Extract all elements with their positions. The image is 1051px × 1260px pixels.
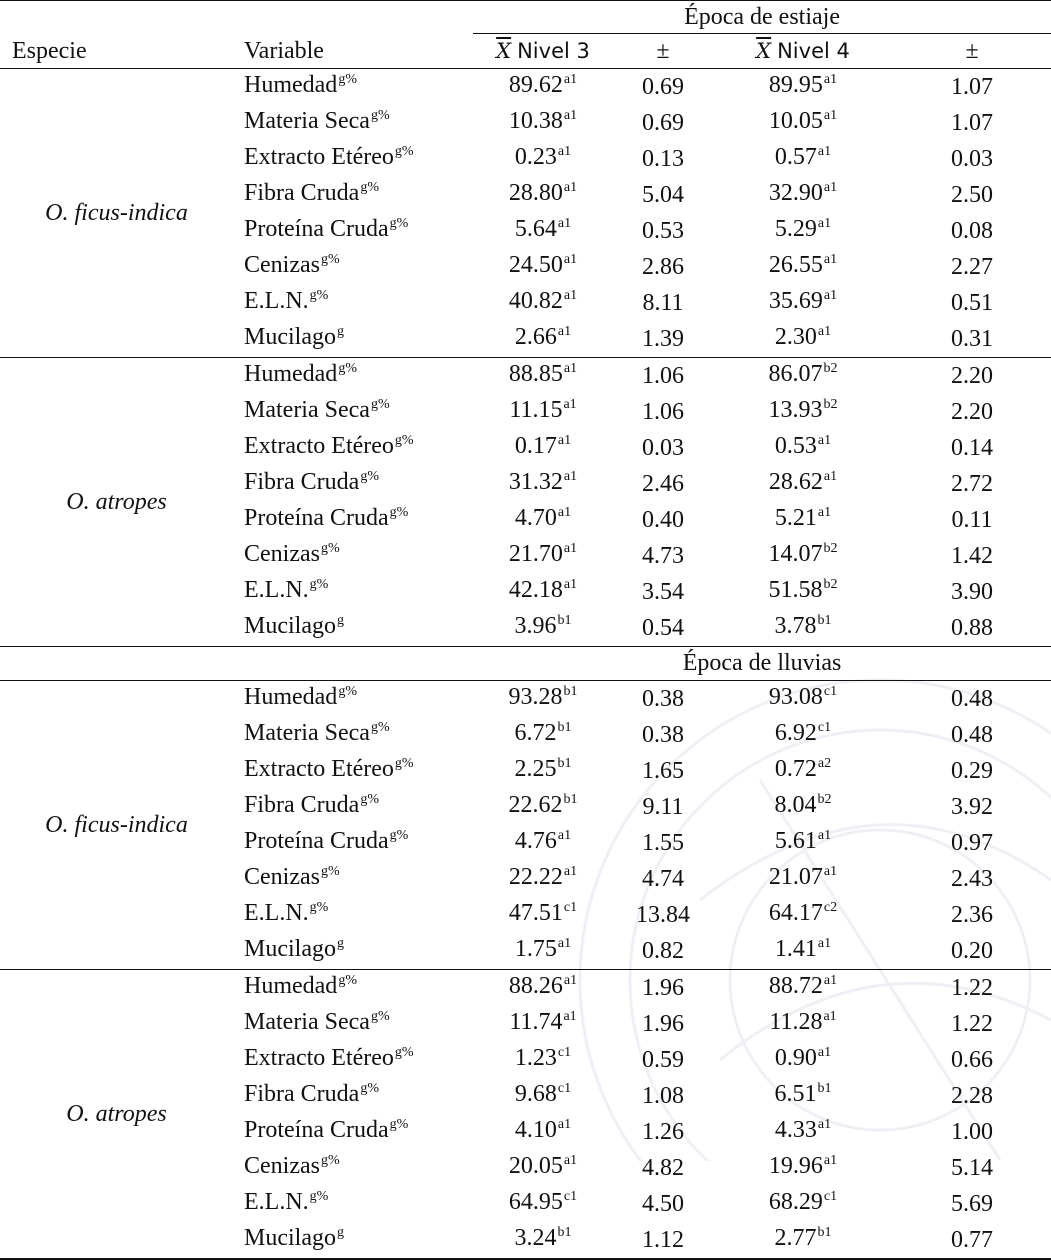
variable-name: Humedad$^{g\%}$	[244, 973, 357, 999]
superscript: a1	[557, 828, 572, 843]
sd-header-4: ±	[893, 34, 1051, 69]
superscript: g	[336, 1225, 344, 1240]
sd-level3: 4.50	[642, 1190, 684, 1217]
mean-level3-header: $\overline{X}$ Nivel 3	[473, 34, 613, 69]
superscript: a1	[823, 72, 838, 87]
mean-level4: $19.96^{a1}$	[768, 1153, 838, 1179]
species-name: O. ficus-indica	[0, 681, 233, 970]
sd-level3: 0.13	[642, 145, 684, 172]
mean-level3: $31.32^{a1}$	[508, 469, 578, 495]
superscript: a1	[823, 864, 838, 879]
superscript: c1	[823, 1189, 838, 1204]
sd-level3: 1.26	[642, 1118, 684, 1145]
superscript: b2	[823, 397, 838, 412]
mean-level4: $0.57^{a1}$	[774, 144, 832, 170]
season-dry-label: Época de estiaje	[473, 1, 1051, 34]
superscript: a1	[817, 144, 832, 159]
superscript: g%	[370, 720, 390, 735]
superscript: b1	[817, 613, 832, 628]
mean-level3: $24.50^{a1}$	[508, 252, 578, 278]
sd-level3: 1.06	[642, 398, 684, 425]
superscript: b1	[817, 1225, 832, 1240]
mean-level3: $2.25^{b1}$	[514, 756, 572, 782]
header-row-season-wet	[0, 647, 1051, 681]
header-row-season	[0, 1, 1051, 34]
superscript: a1	[557, 936, 572, 951]
superscript: g%	[309, 577, 329, 592]
mean-level4: $13.93^{b2}$	[768, 397, 838, 423]
sd-level3: 0.82	[613, 933, 713, 970]
superscript: g%	[394, 144, 414, 159]
superscript: g	[336, 936, 344, 951]
variable-name: Humedad$^{g\%}$	[244, 361, 357, 387]
sd-level4: 2.36	[951, 901, 994, 928]
superscript: b1	[557, 756, 572, 771]
superscript: g%	[320, 864, 340, 879]
variable-name: Materia Seca$^{g\%}$	[244, 1009, 390, 1035]
superscript: a1	[823, 1153, 838, 1168]
mean-level4: $4.33^{a1}$	[774, 1117, 832, 1143]
superscript: a1	[557, 433, 572, 448]
superscript: g%	[394, 756, 414, 771]
superscript: c2	[823, 900, 838, 915]
season-wet-label: Época de lluvias	[473, 647, 1051, 681]
variable-name: Extracto Etéreo$^{g\%}$	[244, 144, 414, 170]
table-row	[0, 358, 1051, 395]
mean-level4-header: $\overline{X}$ Nivel 4	[713, 34, 893, 69]
superscript: g%	[389, 216, 409, 231]
table-row	[0, 681, 1051, 718]
sd-level4: 0.88	[893, 610, 1051, 647]
sd-level3: 8.11	[642, 289, 684, 316]
sd-level3: 0.38	[642, 721, 684, 748]
superscript: g%	[370, 397, 390, 412]
mean-level3: $3.96^{b1}$	[473, 610, 613, 647]
sd-level4: 0.51	[951, 289, 994, 316]
sd-level4: 0.08	[951, 217, 994, 244]
variable-name: Proteína Cruda$^{g\%}$	[244, 828, 409, 854]
sd-level4: 0.03	[951, 145, 994, 172]
superscript: a2	[817, 756, 832, 771]
superscript: b1	[817, 1081, 832, 1096]
superscript: b2	[817, 792, 832, 807]
superscript: g%	[389, 1117, 409, 1132]
variable-name: Extracto Etéreo$^{g\%}$	[244, 756, 414, 782]
sd-level3: 0.53	[642, 217, 684, 244]
variable-name: Proteína Cruda$^{g\%}$	[244, 216, 409, 242]
sd-level4: 2.20	[951, 362, 994, 389]
superscript: g%	[389, 505, 409, 520]
superscript: b1	[563, 792, 578, 807]
mean-level3: $2.66^{a1}$	[473, 321, 613, 358]
species-name: O. atropes	[0, 970, 233, 1260]
mean-level4: $86.07^{b2}$	[768, 361, 838, 387]
sd-level4: 1.07	[951, 73, 994, 100]
mean-level4: $68.29^{c1}$	[768, 1189, 838, 1215]
mean-level3: $47.51^{c1}$	[508, 900, 578, 926]
mean-level3: $9.68^{c1}$	[514, 1081, 572, 1107]
variable-name: E.L.N.$^{g\%}$	[244, 1189, 329, 1215]
sd-level4: 0.20	[893, 933, 1051, 970]
sd-level3: 3.54	[642, 578, 684, 605]
sd-level3: 0.03	[642, 434, 684, 461]
variable-name: Materia Seca$^{g\%}$	[244, 108, 390, 134]
superscript: b2	[823, 361, 838, 376]
mean-level3: $22.62^{b1}$	[508, 792, 578, 818]
superscript: g%	[309, 1189, 329, 1204]
superscript: a1	[823, 108, 838, 123]
sd-level4: 0.48	[951, 685, 994, 712]
mean-level4: $5.61^{a1}$	[774, 828, 832, 854]
superscript: a1	[563, 577, 578, 592]
variable-name: Mucilago$^g$	[233, 933, 473, 970]
mean-level4: $88.72^{a1}$	[768, 973, 838, 999]
superscript: c1	[823, 684, 838, 699]
mean-level3: $0.23^{a1}$	[514, 144, 572, 170]
superscript: a1	[817, 1117, 832, 1132]
mean-level4: $6.92^{c1}$	[774, 720, 832, 746]
mean-level4: $35.69^{a1}$	[768, 288, 838, 314]
mean-level3: $4.76^{a1}$	[514, 828, 572, 854]
mean-level4: $0.90^{a1}$	[774, 1045, 832, 1071]
table-row	[0, 970, 1051, 1007]
sd-level3: 5.04	[642, 181, 684, 208]
superscript: a1	[563, 72, 578, 87]
mean-level4: $21.07^{a1}$	[768, 864, 838, 890]
sd-level4: 1.07	[951, 109, 994, 136]
superscript: a1	[823, 288, 838, 303]
superscript: a1	[557, 505, 572, 520]
superscript: g%	[360, 469, 379, 484]
superscript: g%	[394, 1045, 414, 1060]
superscript: g%	[338, 684, 357, 699]
sd-level3: 0.69	[642, 109, 684, 136]
mean-level4: $14.07^{b2}$	[768, 541, 838, 567]
superscript: a1	[563, 108, 578, 123]
sd-level3: 4.74	[642, 865, 684, 892]
sd-level3: 1.12	[613, 1222, 713, 1259]
mean-level4: $89.95^{a1}$	[768, 72, 838, 98]
mean-level3: $3.24^{b1}$	[473, 1222, 613, 1259]
superscript: a1	[823, 973, 838, 988]
superscript: g%	[360, 180, 379, 195]
sd-level4: 2.20	[951, 398, 994, 425]
mean-level4: $0.53^{a1}$	[774, 433, 832, 459]
mean-level3: $1.75^{a1}$	[473, 933, 613, 970]
mean-level4: $64.17^{c2}$	[768, 900, 838, 926]
variable-name: Mucilago$^g$	[233, 610, 473, 647]
mean-level4: $10.05^{a1}$	[768, 108, 838, 134]
superscript: a1	[817, 433, 832, 448]
sd-level3: 0.38	[642, 685, 684, 712]
mean-level4: $8.04^{b2}$	[774, 792, 832, 818]
superscript: g%	[338, 361, 357, 376]
mean-level3: $93.28^{b1}$	[508, 684, 578, 710]
mean-level4: $93.08^{c1}$	[768, 684, 838, 710]
superscript: g%	[360, 1081, 379, 1096]
variable-name: E.L.N.$^{g\%}$	[244, 288, 329, 314]
sd-level3: 2.46	[642, 470, 684, 497]
xbar-symbol: $\overline{X}$	[496, 39, 512, 63]
sd-level4: 3.92	[951, 793, 994, 820]
variable-name: Mucilago$^g$	[233, 1222, 473, 1259]
superscript: a1	[817, 1045, 832, 1060]
superscript: b2	[823, 541, 838, 556]
mean-level3: $88.85^{a1}$	[508, 361, 578, 387]
superscript: a1	[817, 828, 832, 843]
mean-level3: $21.70^{a1}$	[508, 541, 578, 567]
mean-level4: $2.30^{a1}$	[713, 321, 893, 358]
species-name: O. ficus-indica	[0, 69, 233, 358]
species-name: O. atropes	[0, 358, 233, 647]
superscript: a1	[823, 252, 838, 267]
variable-name: Extracto Etéreo$^{g\%}$	[244, 1045, 414, 1071]
sd-level3: 1.96	[642, 974, 684, 1001]
superscript: c1	[557, 1081, 572, 1096]
mean-level3: $89.62^{a1}$	[508, 72, 578, 98]
superscript: b1	[557, 1225, 572, 1240]
variable-name: Proteína Cruda$^{g\%}$	[244, 505, 409, 531]
sd-level4: 5.69	[951, 1190, 994, 1217]
sd-level3: 4.73	[642, 542, 684, 569]
superscript: a1	[563, 469, 578, 484]
sd-header-3: ±	[613, 34, 713, 69]
sd-level3: 1.65	[642, 757, 684, 784]
variable-name: Fibra Cruda$^{g\%}$	[244, 1081, 379, 1107]
header-row-columns	[0, 34, 1051, 69]
superscript: a1	[563, 973, 578, 988]
superscript: a1	[563, 864, 578, 879]
variable-name: Cenizas$^{g\%}$	[244, 864, 340, 890]
superscript: g%	[338, 973, 357, 988]
superscript: a1	[563, 252, 578, 267]
variable-name: Materia Seca$^{g\%}$	[244, 397, 390, 423]
superscript: a1	[563, 1153, 578, 1168]
sd-level3: 2.86	[642, 253, 684, 280]
sd-level4: 2.50	[951, 181, 994, 208]
variable-name: Humedad$^{g\%}$	[244, 72, 357, 98]
sd-level4: 1.42	[951, 542, 994, 569]
mean-level4: $28.62^{a1}$	[768, 469, 838, 495]
sd-level3: 9.11	[642, 793, 684, 820]
variable-name: E.L.N.$^{g\%}$	[244, 577, 329, 603]
mean-level3: $40.82^{a1}$	[508, 288, 578, 314]
sd-level4: 2.27	[951, 253, 994, 280]
sd-level4: 0.29	[951, 757, 994, 784]
superscript: a1	[823, 180, 838, 195]
superscript: c1	[817, 720, 832, 735]
mean-level3: $4.10^{a1}$	[514, 1117, 572, 1143]
sd-level3: 1.96	[642, 1010, 684, 1037]
superscript: a1	[823, 469, 838, 484]
mean-level3: $28.80^{a1}$	[508, 180, 578, 206]
sd-level4: 0.31	[893, 321, 1051, 358]
sd-level4: 0.66	[951, 1046, 994, 1073]
sd-level4: 2.43	[951, 865, 994, 892]
mean-level4: $32.90^{a1}$	[768, 180, 838, 206]
mean-level4: $1.41^{a1}$	[713, 933, 893, 970]
superscript: a1	[557, 144, 572, 159]
mean-level3: $1.23^{c1}$	[514, 1045, 572, 1071]
superscript: a1	[817, 936, 832, 951]
superscript: g%	[370, 1009, 390, 1024]
sd-level3: 0.59	[642, 1046, 684, 1073]
variable-name: Extracto Etéreo$^{g\%}$	[244, 433, 414, 459]
superscript: g%	[320, 252, 340, 267]
sd-level4: 1.00	[951, 1118, 994, 1145]
variable-name: Fibra Cruda$^{g\%}$	[244, 180, 379, 206]
variable-name: Fibra Cruda$^{g\%}$	[244, 792, 379, 818]
superscript: g%	[389, 828, 409, 843]
superscript: a1	[817, 324, 832, 339]
superscript: g	[336, 613, 344, 628]
sd-level3: 13.84	[636, 901, 690, 928]
mean-level3: $42.18^{a1}$	[508, 577, 578, 603]
superscript: a1	[563, 541, 578, 556]
mean-level4: $6.51^{b1}$	[774, 1081, 832, 1107]
variable-name: Cenizas$^{g\%}$	[244, 541, 340, 567]
superscript: b1	[563, 684, 578, 699]
species-header: Especie	[0, 34, 233, 69]
sd-level4: 0.48	[951, 721, 994, 748]
variable-name: E.L.N.$^{g\%}$	[244, 900, 329, 926]
mean-level3: $4.70^{a1}$	[514, 505, 572, 531]
superscript: a1	[563, 361, 578, 376]
mean-level4: $2.77^{b1}$	[713, 1222, 893, 1259]
mean-level4: $3.78^{b1}$	[713, 610, 893, 647]
sd-level3: 1.06	[642, 362, 684, 389]
mean-level3: $22.22^{a1}$	[508, 864, 578, 890]
superscript: g%	[394, 433, 414, 448]
sd-level3: 0.69	[642, 73, 684, 100]
sd-level3: 1.55	[642, 829, 684, 856]
mean-level3: $20.05^{a1}$	[508, 1153, 578, 1179]
variable-name: Cenizas$^{g\%}$	[244, 252, 340, 278]
sd-level4: 5.14	[951, 1154, 994, 1181]
mean-level4: $5.21^{a1}$	[774, 505, 832, 531]
mean-level3: $11.74^{a1}$	[509, 1009, 577, 1035]
variable-name: Fibra Cruda$^{g\%}$	[244, 469, 379, 495]
sd-level3: 0.40	[642, 506, 684, 533]
mean-level4: $0.72^{a2}$	[774, 756, 832, 782]
mean-level3: $88.26^{a1}$	[508, 973, 578, 999]
variable-header: Variable	[233, 34, 473, 69]
mean-level4: $26.55^{a1}$	[768, 252, 838, 278]
superscript: a1	[823, 1009, 837, 1024]
sd-level4: 1.22	[951, 1010, 994, 1037]
superscript: c1	[563, 900, 578, 915]
superscript: a1	[817, 216, 832, 231]
superscript: g%	[309, 288, 329, 303]
variable-name: Mucilago$^g$	[233, 321, 473, 358]
mean-level4: $51.58^{b2}$	[768, 577, 838, 603]
sd-level3: 0.54	[613, 610, 713, 647]
sd-level4: 1.22	[951, 974, 994, 1001]
variable-name: Humedad$^{g\%}$	[244, 684, 357, 710]
sd-level4: 0.97	[951, 829, 994, 856]
sd-level3: 1.08	[642, 1082, 684, 1109]
superscript: a1	[557, 216, 572, 231]
sd-level4: 0.11	[951, 506, 993, 533]
superscript: c1	[557, 1045, 572, 1060]
variable-name: Materia Seca$^{g\%}$	[244, 720, 390, 746]
sd-level4: 2.28	[951, 1082, 994, 1109]
mean-level3: $6.72^{b1}$	[514, 720, 572, 746]
superscript: g%	[360, 792, 379, 807]
superscript: g%	[309, 900, 329, 915]
superscript: a1	[557, 324, 572, 339]
superscript: a1	[563, 288, 578, 303]
superscript: a1	[563, 1009, 577, 1024]
sd-level3: 4.82	[642, 1154, 684, 1181]
sd-level4: 2.72	[951, 470, 994, 497]
superscript: a1	[817, 505, 832, 520]
mean-level3: $10.38^{a1}$	[508, 108, 578, 134]
superscript: a1	[563, 180, 578, 195]
superscript: c1	[563, 1189, 578, 1204]
superscript: b1	[557, 720, 572, 735]
mean-level3: $64.95^{c1}$	[508, 1189, 578, 1215]
mean-level4: $11.28^{a1}$	[769, 1009, 837, 1035]
xbar-symbol: $\overline{X}$	[756, 39, 772, 63]
table-row	[0, 69, 1051, 106]
superscript: a1	[557, 1117, 572, 1132]
superscript: g%	[370, 108, 390, 123]
superscript: g%	[338, 72, 357, 87]
superscript: b1	[557, 613, 572, 628]
sd-level4: 0.77	[893, 1222, 1051, 1259]
variable-name: Proteína Cruda$^{g\%}$	[244, 1117, 409, 1143]
mean-level4: $5.29^{a1}$	[774, 216, 832, 242]
variable-name: Cenizas$^{g\%}$	[244, 1153, 340, 1179]
superscript: g%	[320, 1153, 340, 1168]
superscript: g%	[320, 541, 340, 556]
superscript: g	[336, 324, 344, 339]
mean-level3: $5.64^{a1}$	[514, 216, 572, 242]
mean-level3: $0.17^{a1}$	[514, 433, 572, 459]
mean-level3: $11.15^{a1}$	[509, 397, 577, 423]
sd-level4: 0.14	[951, 434, 994, 461]
superscript: a1	[563, 397, 577, 412]
sd-level4: 3.90	[951, 578, 994, 605]
sd-level3: 1.39	[613, 321, 713, 358]
superscript: b2	[823, 577, 838, 592]
